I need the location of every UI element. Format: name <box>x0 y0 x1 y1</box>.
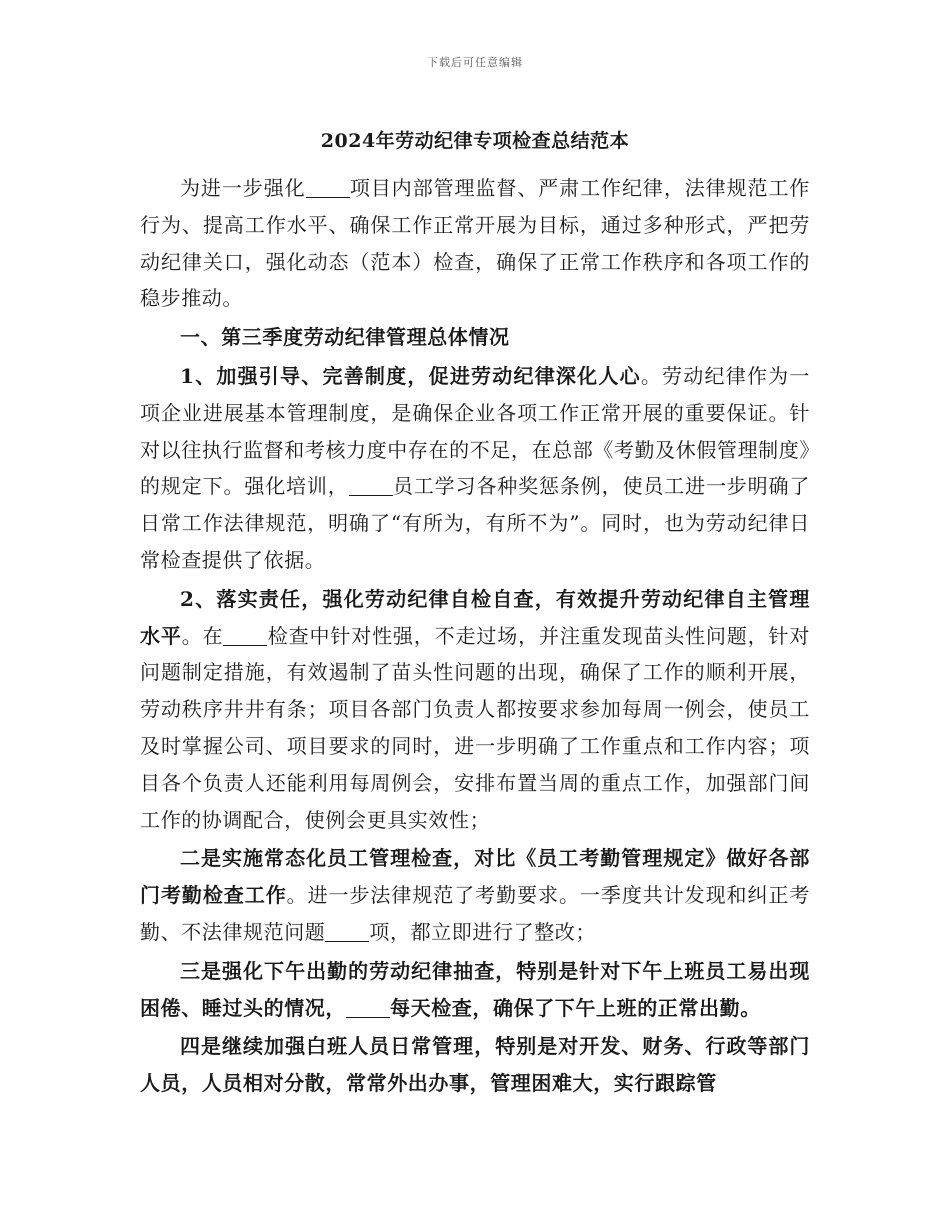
bold-text: 1、加强引导、完善制度，促进劳动纪律深化人心 <box>180 363 641 388</box>
fill-in-blank <box>346 997 390 1018</box>
body-text: 。在 <box>181 623 224 648</box>
paragraph <box>140 581 810 839</box>
bold-text: 三是强化下午出勤的劳动纪律抽查，特别是针对下午上班员工易出现困倦、睡过头的情况， <box>140 958 810 1020</box>
fill-in-blank <box>325 921 369 942</box>
body-text: 为进一步强化 <box>180 176 306 200</box>
paragraph <box>140 319 810 356</box>
body-text: 。劳动纪律作为一项企业进展基本管理制度，是确保企业各项工作正常开展的重要保证。针对以往执行监督和考核力度中存在的不足，在总部《考勤及休假管理制度》的规定下。强化培训， <box>140 363 810 499</box>
page-header: 下载后可任意编辑 <box>427 56 523 69</box>
paragraph <box>140 1028 810 1102</box>
bold-text: 2、落实责任，强化劳动纪律自检自查，有效提升劳动纪律自主管理水平 <box>140 586 810 648</box>
body-text: 项，都立即进行了整改； <box>369 919 597 944</box>
bold-text: 二是实施常态化员工管理检查，对比《员工考勤管理规定》做好各部门考勤检查工作 <box>140 846 810 908</box>
paragraph <box>140 840 810 950</box>
bold-text: 每天检查，确保了下午上班的正常出勤。 <box>390 995 761 1020</box>
paragraph <box>140 358 810 579</box>
paragraph <box>140 953 810 1027</box>
document-title: 2024年劳动纪律专项检查总结范本 <box>320 130 630 152</box>
fill-in-blank <box>349 475 393 496</box>
bold-text: 一、第三季度劳动纪律管理总体情况 <box>180 325 510 350</box>
fill-in-blank <box>223 625 267 646</box>
body-text: 项目内部管理监督、严肃工作纪律，法律规范工作行为、提高工作水平、确保工作正常开展为目标，通过多种形式，严把劳动纪律关口，强化动态（范本）检查，确保了正常工作秩序和各项工作的稳步推动。 <box>140 176 810 311</box>
body-text: 。进一步法律规范了考勤要求。一季度共计发现和纠正考勤、不法律规范问题 <box>140 883 810 944</box>
bold-text: 四是继续加强白班人员日常管理，特别是对开发、财务、行政等部门人员，人员相对分散，常常外出办事，管理困难大，实行跟踪管 <box>140 1034 810 1096</box>
fill-in-blank <box>306 177 350 198</box>
body-text: 员工学习各种奖惩条例，使员工进一步明确了日常工作法律规范，明确了“有所为，有所不为”。同时，也为劳动纪律日常检查提供了依据。 <box>140 474 811 572</box>
body-text: 检查中针对性强，不走过场，并注重发现苗头性问题，针对问题制定措施，有效遏制了苗头性问题的出现，确保了工作的顺利开展，劳动秩序井井有条；项目各部门负责人都按要求参加每周一例会，使员工及时掌握公司、项目要求的同时，进一步明确了工作重点和工作内容；项目各个负责人还能利用每周例会，安排布置当周的重点工作，加强部门间工作的协调配合，使例会更具实效性； <box>140 623 810 832</box>
document-body <box>140 170 810 1104</box>
paragraph <box>140 170 810 317</box>
